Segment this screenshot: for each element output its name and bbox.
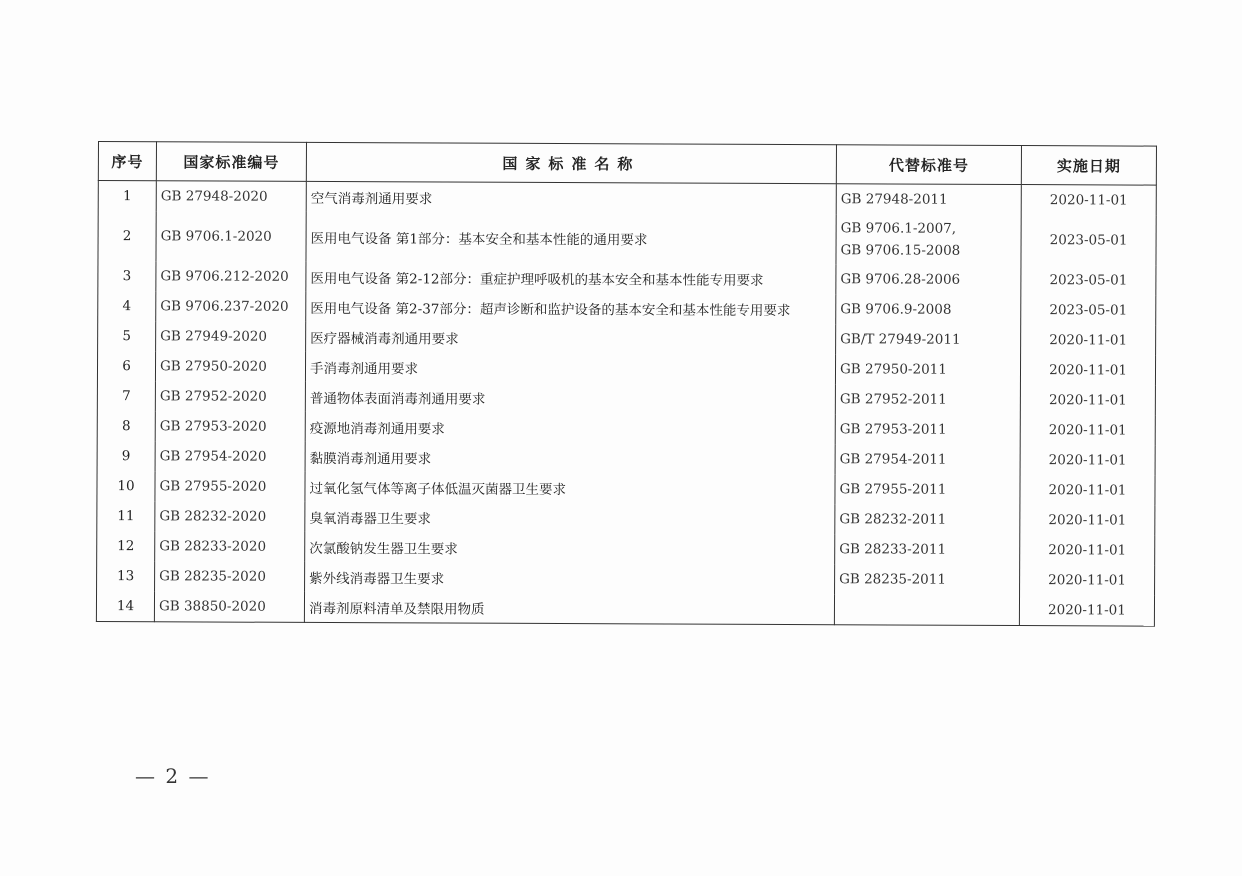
row-replaced-standard — [836, 294, 1021, 325]
standards-table — [96, 141, 1157, 627]
replaced-standard-code: GB 9706.28-2006 — [840, 271, 961, 288]
replaced-standard-code: GB 27952-2011 — [839, 391, 947, 408]
row-serial-number: 8 — [97, 411, 155, 441]
row-serial-number: 14 — [96, 591, 154, 622]
row-replaced-standard — [835, 534, 1020, 565]
row-serial-number: 12 — [97, 531, 155, 561]
row-effective-date: 2020-11-01 — [1019, 595, 1154, 626]
header-standard-name: 国家标准名称 — [306, 142, 836, 183]
row-standard-code: GB 27955-2020 — [155, 471, 305, 502]
row-standard-name: 黏膜消毒剂通用要求 — [305, 442, 835, 474]
row-standard-name: 医用电气设备 第2-37部分：超声诊断和监护设备的基本安全和基本性能专用要求 — [306, 292, 836, 324]
row-replaced-standard — [834, 594, 1019, 625]
row-replaced-standard — [835, 564, 1020, 595]
row-replaced-standard — [835, 474, 1020, 505]
table-row — [97, 441, 1155, 476]
row-serial-number: 2 — [98, 211, 156, 261]
row-effective-date: 2020-11-01 — [1020, 565, 1155, 596]
row-standard-name: 消毒剂原料清单及禁限用物质 — [304, 592, 834, 625]
row-replaced-standard — [836, 324, 1021, 355]
row-replaced-standard — [836, 264, 1021, 295]
row-standard-name: 臭氧消毒器卫生要求 — [305, 502, 835, 534]
table-body — [96, 181, 1156, 627]
row-serial-number: 3 — [98, 261, 156, 291]
table-row — [97, 561, 1155, 596]
row-standard-code: GB 28232-2020 — [155, 501, 305, 532]
table-row — [98, 291, 1156, 326]
row-serial-number: 11 — [97, 501, 155, 531]
replaced-standard-code: GB 9706.15-2008 — [840, 242, 961, 259]
row-serial-number: 4 — [98, 291, 156, 321]
replaced-standard-code: GB 27954-2011 — [839, 451, 947, 468]
row-effective-date: 2020-11-01 — [1020, 415, 1155, 446]
row-standard-code: GB 27954-2020 — [155, 441, 305, 472]
row-standard-code: GB 9706.1-2020 — [156, 211, 306, 262]
header-effective-date: 实施日期 — [1021, 146, 1156, 186]
replaced-standard-code: GB 9706.1-2007, — [840, 220, 957, 237]
row-standard-code: GB 28235-2020 — [155, 561, 305, 592]
row-effective-date: 2020-11-01 — [1020, 505, 1155, 536]
row-serial-number: 1 — [98, 181, 156, 212]
row-effective-date: 2020-11-01 — [1021, 185, 1156, 216]
row-standard-code: GB 9706.237-2020 — [156, 291, 306, 322]
replaced-standard-code: GB 27953-2011 — [839, 421, 947, 438]
table-row — [97, 351, 1155, 386]
replaced-standard-code: GB 28235-2011 — [839, 571, 947, 588]
row-standard-name: 空气消毒剂通用要求 — [306, 181, 836, 214]
header-replaced-standard: 代替标准号 — [836, 145, 1021, 185]
row-effective-date: 2023-05-01 — [1021, 295, 1156, 326]
row-standard-code: GB 27950-2020 — [155, 351, 305, 382]
table-row — [98, 211, 1156, 266]
row-replaced-standard — [836, 184, 1021, 215]
row-standard-name: 普通物体表面消毒剂通用要求 — [305, 382, 835, 414]
row-standard-name: 紫外线消毒器卫生要求 — [305, 562, 835, 594]
row-replaced-standard — [835, 444, 1020, 475]
table-row — [98, 261, 1156, 296]
row-standard-name: 医疗器械消毒剂通用要求 — [306, 322, 836, 354]
table-row — [96, 591, 1154, 626]
table-row — [97, 381, 1155, 416]
row-replaced-standard — [836, 214, 1021, 265]
row-standard-code: GB 27949-2020 — [156, 321, 306, 352]
replaced-standard-code: GB 27955-2011 — [839, 481, 947, 498]
table-row — [97, 411, 1155, 446]
table-row — [98, 321, 1156, 356]
row-standard-name: 过氧化氢气体等离子体低温灭菌器卫生要求 — [305, 472, 835, 504]
table-row — [97, 501, 1155, 536]
row-replaced-standard — [835, 504, 1020, 535]
row-standard-code: GB 27953-2020 — [155, 411, 305, 442]
row-serial-number: 7 — [97, 381, 155, 411]
table-header-row — [98, 142, 1156, 186]
row-effective-date: 2020-11-01 — [1020, 445, 1155, 476]
row-standard-name: 手消毒剂通用要求 — [305, 352, 835, 384]
table-row — [98, 181, 1156, 216]
replaced-standard-code: GB 27950-2011 — [839, 361, 947, 378]
row-standard-name: 疫源地消毒剂通用要求 — [305, 412, 835, 444]
row-standard-code: GB 27948-2020 — [156, 181, 306, 212]
row-effective-date: 2023-05-01 — [1021, 215, 1156, 266]
replaced-standard-code: GB 28232-2011 — [839, 511, 947, 528]
row-standard-code: GB 27952-2020 — [155, 381, 305, 412]
row-standard-code: GB 38850-2020 — [154, 591, 304, 622]
header-standard-code: 国家标准编号 — [156, 142, 306, 182]
row-replaced-standard — [835, 354, 1020, 385]
row-standard-name: 医用电气设备 第2-12部分：重症护理呼吸机的基本安全和基本性能专用要求 — [306, 262, 836, 294]
row-effective-date: 2020-11-01 — [1021, 325, 1156, 356]
row-effective-date: 2020-11-01 — [1020, 475, 1155, 506]
row-standard-code: GB 28233-2020 — [155, 531, 305, 562]
row-serial-number: 9 — [97, 441, 155, 471]
row-serial-number: 13 — [97, 561, 155, 591]
row-serial-number: 5 — [98, 321, 156, 351]
row-standard-name: 次氯酸钠发生器卫生要求 — [305, 532, 835, 564]
row-serial-number: 6 — [97, 351, 155, 381]
replaced-standard-code: GB 28233-2011 — [839, 541, 947, 558]
row-effective-date: 2023-05-01 — [1021, 265, 1156, 296]
table-row — [97, 531, 1155, 566]
row-effective-date: 2020-11-01 — [1020, 355, 1155, 386]
row-effective-date: 2020-11-01 — [1020, 385, 1155, 416]
header-serial-number: 序号 — [98, 142, 156, 181]
row-serial-number: 10 — [97, 471, 155, 501]
row-standard-code: GB 9706.212-2020 — [156, 261, 306, 292]
row-standard-name: 医用电气设备 第1部分：基本安全和基本性能的通用要求 — [306, 212, 836, 264]
page-number: — 2 — — [135, 764, 211, 788]
row-replaced-standard — [835, 384, 1020, 415]
row-effective-date: 2020-11-01 — [1020, 535, 1155, 566]
table-row — [97, 471, 1155, 506]
replaced-standard-code: GB 27948-2011 — [840, 191, 948, 208]
row-replaced-standard — [835, 414, 1020, 445]
replaced-standard-code: GB 9706.9-2008 — [840, 301, 952, 318]
replaced-standard-code: GB/T 27949-2011 — [840, 331, 961, 348]
